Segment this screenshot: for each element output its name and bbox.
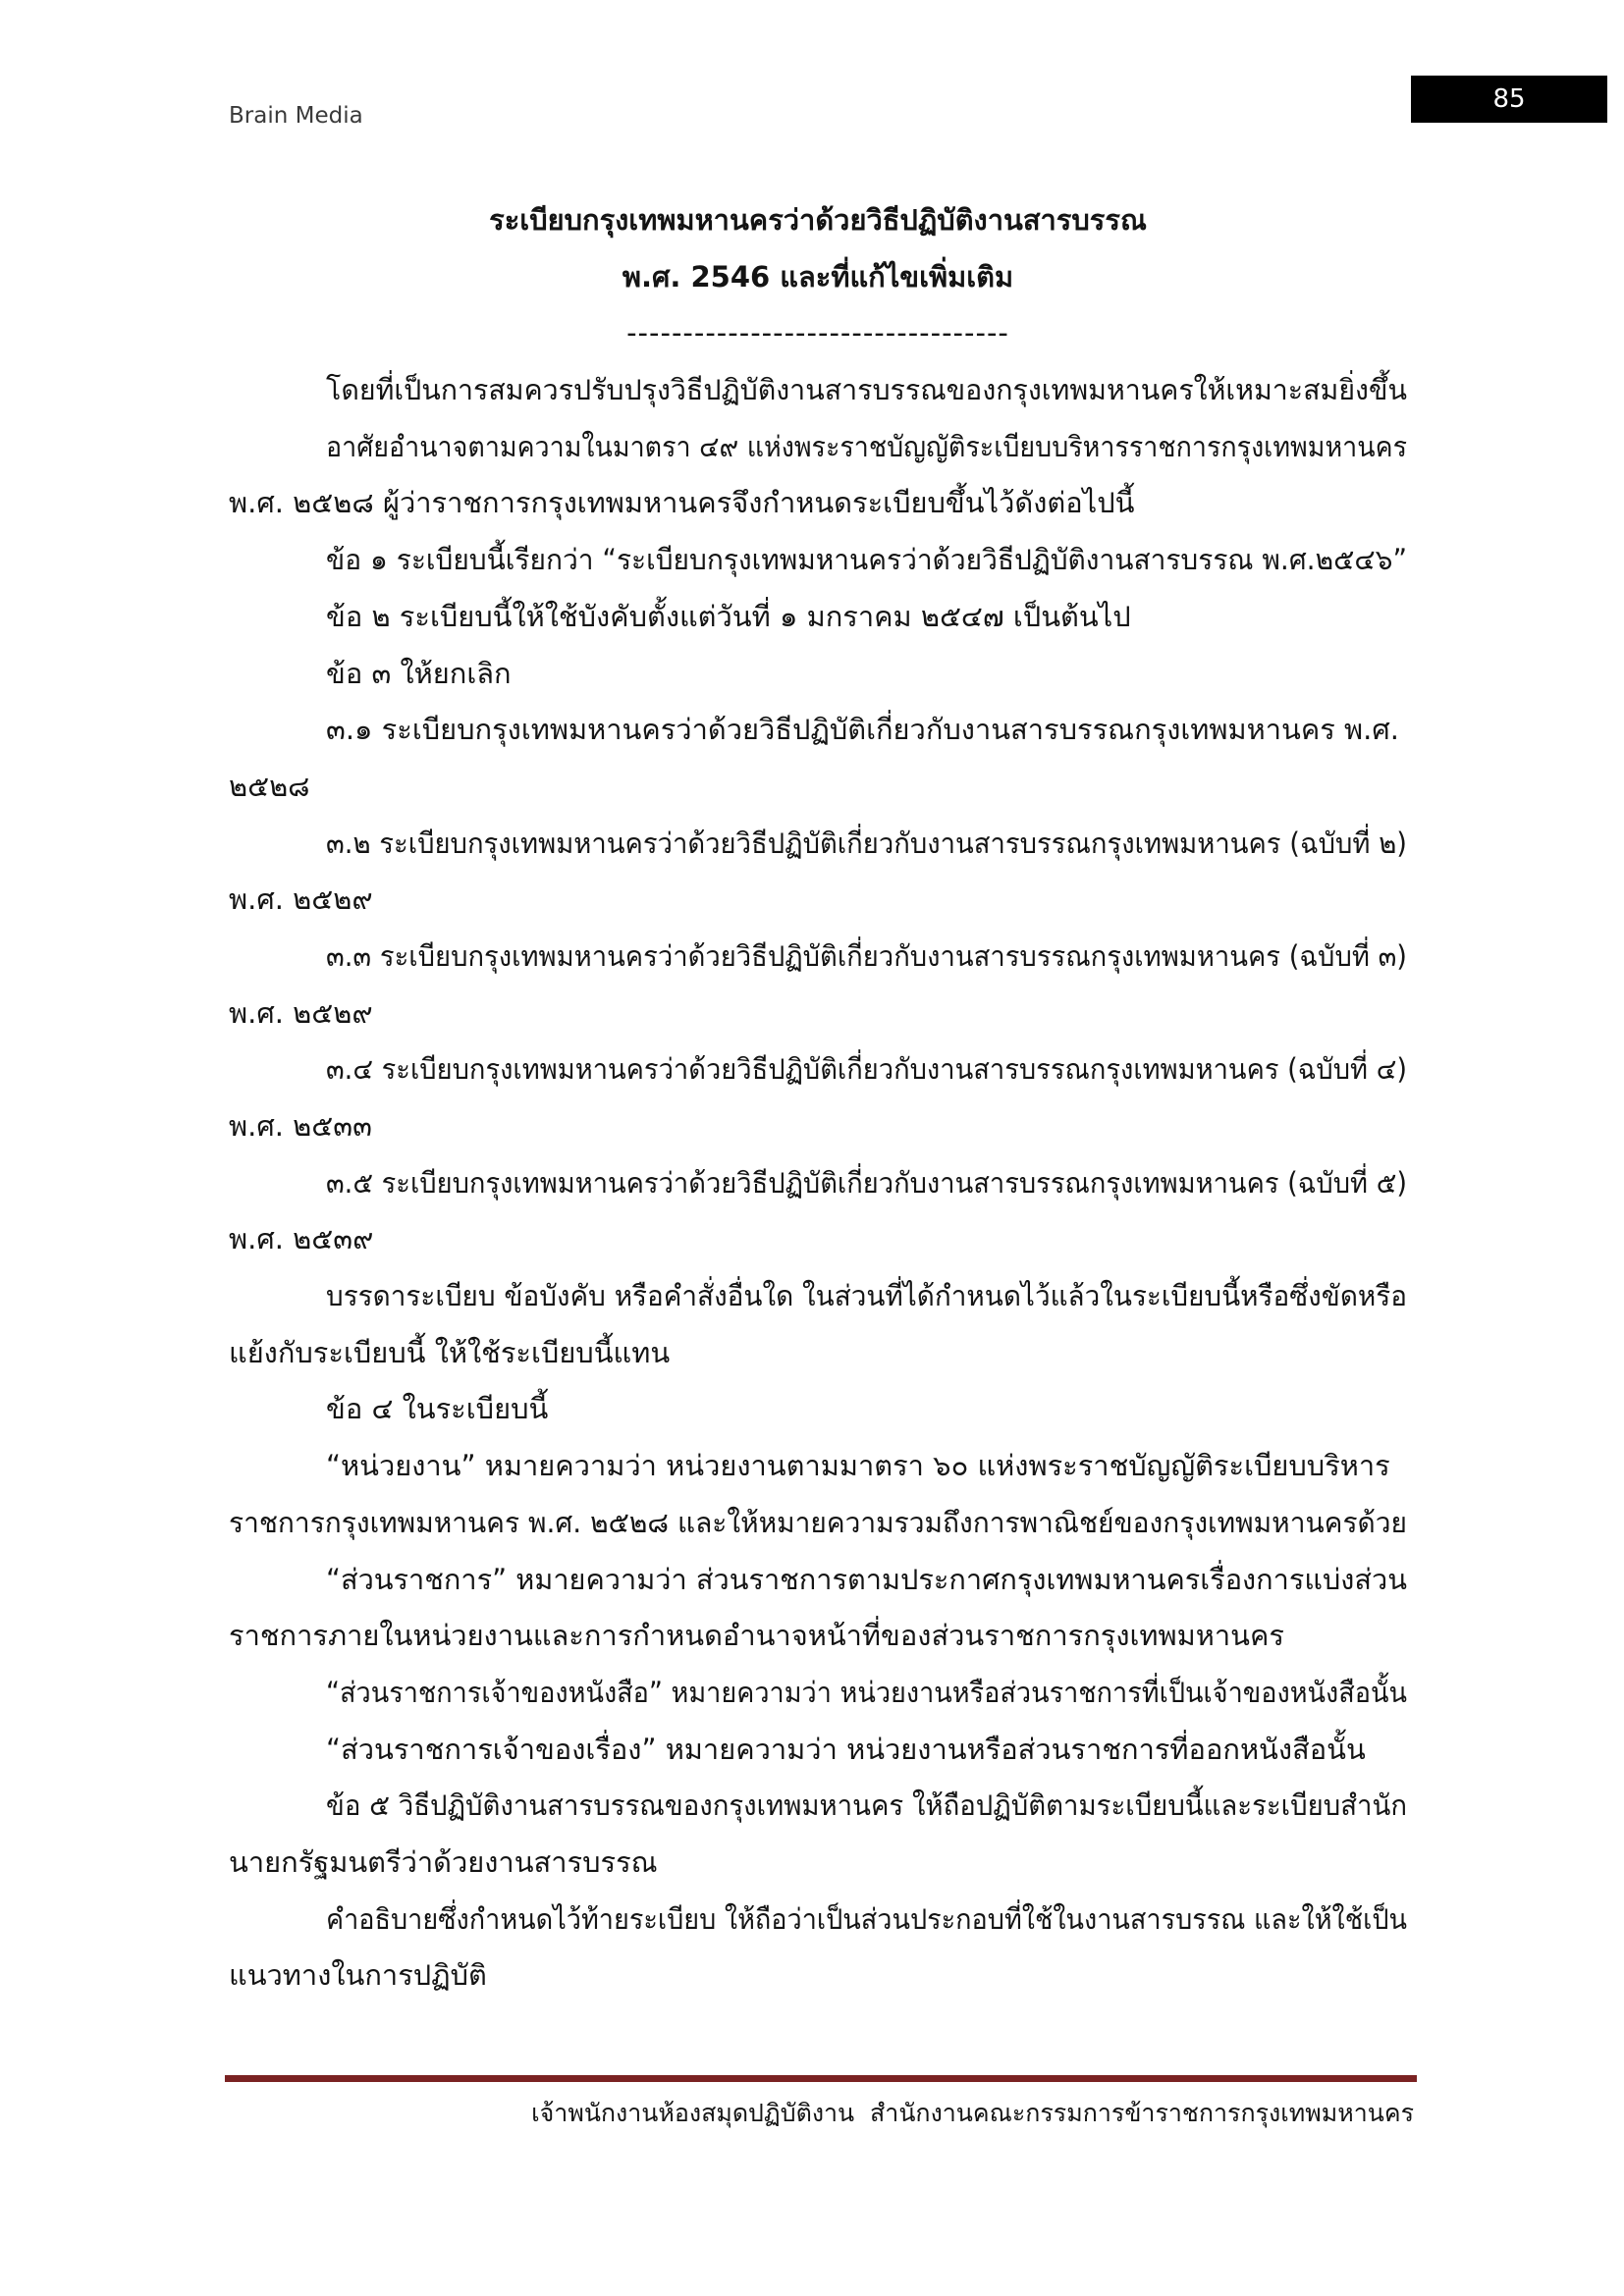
body-line bbox=[229, 759, 1407, 816]
body-line-text: ราชการภายในหน่วยงานและการกำหนดอำนาจหน้าที่ของส่วนราชการกรุงเทพมหานคร bbox=[229, 1619, 1284, 1653]
page-number-badge bbox=[1411, 76, 1607, 123]
body-line bbox=[229, 1098, 1407, 1155]
body-line bbox=[229, 986, 1407, 1042]
body-line-text: ๓.๒ ระเบียบกรุงเทพมหานครว่าด้วยวิธีปฏิบัติเกี่ยวกับงานสารบรรณกรุงเทพมหานคร (ฉบับที่ ๒) bbox=[326, 826, 1407, 860]
body-line-text: ข้อ ๔ ในระเบียบนี้ bbox=[326, 1392, 549, 1426]
body-line-text: บรรดาระเบียบ ข้อบังคับ หรือคำสั่งอื่นใด ในส่วนที่ได้กำหนดไว้แล้วในระเบียบนี้หรือซึ่งขัดหรือ bbox=[326, 1279, 1407, 1313]
body-line-text: ข้อ ๒ ระเบียบนี้ให้ใช้บังคับตั้งแต่วันที่ ๑ มกราคม ๒๕๔๗ เป็นต้นไป bbox=[326, 599, 1131, 633]
document-title-line-2 bbox=[229, 249, 1407, 306]
brand-label: Brain Media bbox=[229, 103, 363, 129]
body-line-text: ๒๕๒๘ bbox=[229, 769, 310, 803]
body-line-text: พ.ศ. ๒๕๒๙ bbox=[229, 995, 373, 1030]
body-line bbox=[229, 1155, 1407, 1212]
body-line bbox=[229, 1665, 1407, 1722]
footer bbox=[225, 2093, 1414, 2134]
document-subtitle-text: พ.ศ. 2546 และที่แก้ไขเพิ่มเติม bbox=[622, 259, 1014, 294]
body-line bbox=[229, 1608, 1407, 1665]
body-line-text: “ส่วนราชการเจ้าของเรื่อง” หมายความว่า หน่วยงานหรือส่วนราชการที่ออกหนังสือนั้น bbox=[326, 1732, 1366, 1766]
body-line-text: แย้งกับระเบียบนี้ ให้ใช้ระเบียบนี้แทน bbox=[229, 1335, 671, 1369]
body-line bbox=[229, 1778, 1407, 1835]
footer-text: เจ้าพนักงานห้องสมุดปฏิบัติงาน สำนักงานคณะกรรมการข้าราชการกรุงเทพมหานคร bbox=[531, 2099, 1414, 2127]
body-line-text: “ส่วนราชการเจ้าของหนังสือ” หมายความว่า หน่วยงานหรือส่วนราชการที่เป็นเจ้าของหนังสือนั้น bbox=[326, 1675, 1407, 1709]
body-line-text: อาศัยอำนาจตามความในมาตรา ๔๙ แห่งพระราชบัญญัติระเบียบบริหารราชการกรุงเทพมหานคร bbox=[326, 429, 1407, 463]
body-line-text: ราชการกรุงเทพมหานคร พ.ศ. ๒๕๒๘ และให้หมายความรวมถึงการพาณิชย์ของกรุงเทพมหานครด้วย bbox=[229, 1505, 1407, 1539]
body-line-text: พ.ศ. ๒๕๓๓ bbox=[229, 1109, 372, 1143]
body-line-text: นายกรัฐมนตรีว่าด้วยงานสารบรรณ bbox=[229, 1844, 658, 1879]
body-line-text: ๓.๑ ระเบียบกรุงเทพมหานครว่าด้วยวิธีปฏิบัติเกี่ยวกับงานสารบรรณกรุงเทพมหานคร พ.ศ. bbox=[326, 713, 1400, 747]
body-line bbox=[229, 1381, 1407, 1438]
body-line bbox=[229, 1268, 1407, 1325]
body-line-text: พ.ศ. ๒๕๓๙ bbox=[229, 1222, 374, 1256]
body-line bbox=[229, 816, 1407, 873]
body-line bbox=[229, 702, 1407, 759]
body-line-text: ข้อ ๕ วิธีปฏิบัติงานสารบรรณของกรุงเทพมหานคร ให้ถือปฏิบัติตามระเบียบนี้และระเบียบสำนัก bbox=[326, 1789, 1407, 1823]
body-line-text: “ส่วนราชการ” หมายความว่า ส่วนราชการตามประกาศกรุงเทพมหานครเรื่องการแบ่งส่วน bbox=[326, 1562, 1407, 1596]
body-line bbox=[229, 589, 1407, 646]
title-separator bbox=[229, 305, 1407, 362]
body-line bbox=[229, 362, 1407, 419]
body-line-text: พ.ศ. ๒๕๒๘ ผู้ว่าราชการกรุงเทพมหานครจึงกำหนดระเบียบขึ้นไว้ดังต่อไปนี้ bbox=[229, 486, 1135, 520]
body-line bbox=[229, 1325, 1407, 1382]
body-line bbox=[229, 1948, 1407, 2004]
body-line-text: โดยที่เป็นการสมควรปรับปรุงวิธีปฏิบัติงานสารบรรณของกรุงเทพมหานครให้เหมาะสมยิ่งขึ้น bbox=[326, 373, 1407, 407]
body-line bbox=[229, 872, 1407, 929]
body-line bbox=[229, 1438, 1407, 1495]
body-line bbox=[229, 1495, 1407, 1552]
title-separator-text: ---------------------------------- bbox=[626, 316, 1009, 350]
page-number: 85 bbox=[1492, 84, 1526, 114]
body-line bbox=[229, 1211, 1407, 1268]
body-line bbox=[229, 1892, 1407, 1949]
body-line-text: ข้อ ๑ ระเบียบนี้เรียกว่า “ระเบียบกรุงเทพมหานครว่าด้วยวิธีปฏิบัติงานสารบรรณ พ.ศ.๒๕๔๖” bbox=[326, 543, 1407, 577]
body-line-text: ข้อ ๓ ให้ยกเลิก bbox=[326, 656, 512, 690]
body-line-text: “หน่วยงาน” หมายความว่า หน่วยงานตามมาตรา ๖๐ แห่งพระราชบัญญัติระเบียบบริหาร bbox=[326, 1449, 1390, 1483]
document-title-text: ระเบียบกรุงเทพมหานครว่าด้วยวิธีปฏิบัติงานสารบรรณ bbox=[489, 203, 1147, 237]
body-line-text: แนวทางในการปฏิบัติ bbox=[229, 1958, 487, 1993]
body-line bbox=[229, 1552, 1407, 1609]
body-line-text: คำอธิบายซึ่งกำหนดไว้ท้ายระเบียบ ให้ถือว่าเป็นส่วนประกอบที่ใช้ในงานสารบรรณ และให้ใช้เป็น bbox=[326, 1901, 1407, 1936]
body-line bbox=[229, 532, 1407, 589]
body-line-text: ๓.๓ ระเบียบกรุงเทพมหานครว่าด้วยวิธีปฏิบัติเกี่ยวกับงานสารบรรณกรุงเทพมหานคร (ฉบับที่ ๓) bbox=[326, 938, 1407, 973]
body-line-text: ๓.๕ ระเบียบกรุงเทพมหานครว่าด้วยวิธีปฏิบัติเกี่ยวกับงานสารบรรณกรุงเทพมหานคร (ฉบับที่ ๕) bbox=[326, 1165, 1407, 1200]
body-line bbox=[229, 419, 1407, 476]
body-line bbox=[229, 646, 1407, 703]
body-line bbox=[229, 1722, 1407, 1779]
document-body bbox=[229, 192, 1407, 2004]
body-line bbox=[229, 475, 1407, 532]
body-line-text: พ.ศ. ๒๕๒๙ bbox=[229, 882, 373, 917]
body-line bbox=[229, 1041, 1407, 1098]
document-title-line-1 bbox=[229, 192, 1407, 249]
body-line bbox=[229, 1835, 1407, 1892]
body-line bbox=[229, 929, 1407, 986]
footer-rule bbox=[225, 2075, 1417, 2082]
body-line-text: ๓.๔ ระเบียบกรุงเทพมหานครว่าด้วยวิธีปฏิบัติเกี่ยวกับงานสารบรรณกรุงเทพมหานคร (ฉบับที่ ๔) bbox=[326, 1052, 1407, 1087]
